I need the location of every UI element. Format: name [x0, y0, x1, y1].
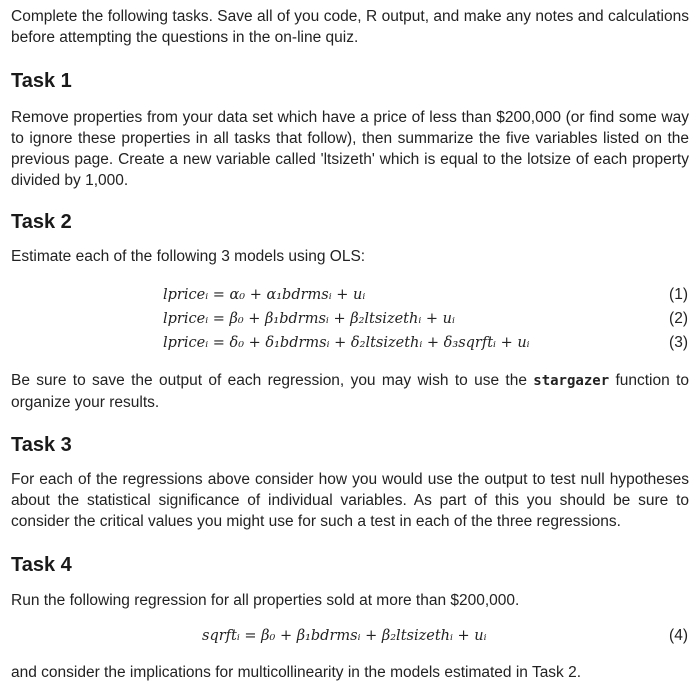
equation-1-number: (1): [669, 286, 688, 303]
equation-2-number: (2): [669, 310, 688, 327]
equation-1: [0, 284, 700, 306]
task3-paragraph: For each of the regressions above consider how you would use the output to test null hypotheses about the statistical significance of individual variables. As part of this you should be sure to consider the critical values you might use for such a test in each of the three regressions.: [11, 471, 689, 530]
intro-paragraph: Complete the following tasks. Save all of you code, R output, and make any notes and calculations before attempting the questions in the on-line quiz.: [11, 8, 689, 46]
task4-after-paragraph: and consider the implications for multicollinearity in the models estimated in Task 2.: [11, 664, 582, 681]
equation-4-number: (4): [669, 627, 688, 644]
task1-heading: Task 1: [11, 70, 72, 92]
equation-2-text: lpriceᵢ = β₀ + β₁bdrmsᵢ + β₂ltsizethᵢ + uᵢ: [163, 311, 455, 327]
equation-4: [0, 625, 700, 647]
task2-after-paragraph: [11, 370, 689, 413]
task2-after-text-start: Be sure to save the output of each regression, you may wish to use the: [11, 372, 534, 389]
equation-4-text: sqrftᵢ = β₀ + β₁bdrmsᵢ + β₂ltsizethᵢ + uᵢ: [202, 628, 487, 644]
equation-3-number: (3): [669, 334, 688, 351]
task2-heading: Task 2: [11, 211, 72, 233]
task2-paragraph: Estimate each of the following 3 models using OLS:: [11, 248, 366, 265]
equation-1-text: lpriceᵢ = α₀ + α₁bdrmsᵢ + uᵢ: [163, 287, 366, 303]
task1-paragraph: Remove properties from your data set which have a price of less than $200,000 (or find some way to ignore these properties in all tasks that follow), then summarize the five variables listed on the previous page. Create a new variable called 'ltsizeth' which is equal to the lotsize of each property divided by 1,000.: [11, 109, 689, 189]
stargazer-code: stargazer: [533, 373, 610, 389]
equation-3: [0, 332, 700, 354]
task4-heading: Task 4: [11, 554, 72, 576]
task4-paragraph: Run the following regression for all properties sold at more than $200,000.: [11, 592, 520, 609]
task3-heading: Task 3: [11, 434, 72, 456]
equation-2: [0, 308, 700, 330]
equation-3-text: lpriceᵢ = δ₀ + δ₁bdrmsᵢ + δ₂ltsizethᵢ + δ₃sqrftᵢ + uᵢ: [163, 335, 530, 351]
task2-after-text-end: function to organize your results.: [11, 372, 689, 411]
